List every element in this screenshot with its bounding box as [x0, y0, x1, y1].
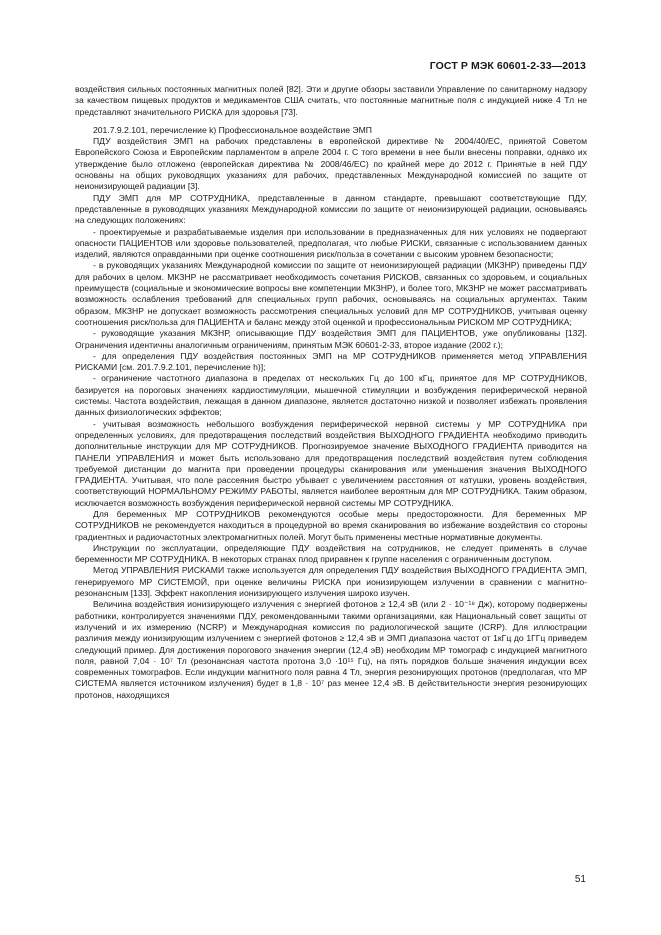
paragraph: Метод УПРАВЛЕНИЯ РИСКАМИ также используется для определения ПДУ воздействия ВЫХОДНОГО ГРАДИЕНТА ЭМП, генерируемого МР СИСТЕМОЙ, при оценке величины РИСКА при ионизирующем излучении в сравнении с магнитно-резонансным [133]. Эффект накопления ионизирующего излучения широко изучен.	[75, 565, 587, 599]
paragraph: Для беременных МР СОТРУДНИКОВ рекомендуются особые меры предосторожности. Для беременных МР СОТРУДНИКОВ не рекомендуется находиться в процедурной во время сканирования во избежание воздействия со стороны градиентных и радиочастотных электромагнитных полей. Могут быть применены местные нормативные документы.	[75, 508, 587, 542]
list-item: - проектируемые и разрабатываемые изделия при использовании в предназначенных для них условиях не подвергают опасности ПАЦИЕНТОВ или здоровье пользователей, предполагая, что любые РИСКИ, связанные с использованием данных изделий, являются оправданными при оценке соотношения риск/польза в сочетании с высоким уровнем безопасности;	[75, 226, 587, 260]
page-number: 51	[574, 874, 586, 885]
paragraph: Величина воздействия ионизирующего излучения с энергией фотонов ≥ 12,4 эВ (или 2 · 10⁻¹⁸ Дж), которому подвержены работники, контролируется значениями ПДУ, рекомендованными такими организациями, как Национальный совет защиты от излучений и их измерению (NCRP) и Международная комиссия по радиологической защите (ICRP). Для иллюстрации различия между ионизирующим излучением с энергией фотонов ≥ 12,4 эВ и ЭМП диапазона частот от 1кГц до 1ГГц приведем следующий пример. Для достижения порогового значения энергии (12,4 эВ) необходим МР томограф с индукцией магнитного поля, равной 7,04 · 10⁷ Тл (резонансная частота протона 3,0 ·10¹⁵ Гц), на пять порядков больше значения индукции всех современных томографов. Если индукции магнитного поля равна 4 Тл, энергия резонирующих протонов (предполагая, что МР СИСТЕМА является источником излучения) будет в 1,8 · 10⁷ раз менее 12,4 эВ. В действительности энергия резонирующих протонов, находящихся	[75, 599, 587, 700]
paragraph-continuation: воздействия сильных постоянных магнитных полей [82]. Эти и другие обзоры заставили Управление по санитарному надзору за качеством пищевых продуктов и медикаментов США считать, что постоянные магнитные поля с индукцией ниже 4 Тл не представляют значительного РИСКА для здоровья [73].	[75, 84, 587, 117]
paragraph: Инструкции по эксплуатации, определяющие ПДУ воздействия на сотрудников, не следует применять в случае беременности МР СОТРУДНИКА. В некоторых странах плод приравнен к группе населения с ограниченным доступом.	[75, 542, 587, 565]
section-heading: 201.7.9.2.101, перечисление k) Профессиональное воздействие ЭМП	[93, 124, 372, 135]
paragraph: ПДУ воздействия ЭМП на рабочих представлены в европейской директиве № 2004/40/ЕС, принятой Советом Европейского Союза и Европейским парламентом в апреле 2004 г. С того времени в нее были внесены поправки, однако их утверждение было отложено (европейская директива № 2008/46/ЕС) по крайней мере до 2012 г. Принятые в ней ПДУ основаны на общих руководящих указаниях для рабочих, представленных Международной комиссией по защите от неионизирующей радиации [3].	[75, 136, 587, 192]
list-item: - руководящие указания МКЗНР, описывающие ПДУ воздействия ЭМП для ПАЦИЕНТОВ, уже опубликованы [132]. Ограничения идентичны аналогичным ограничениям, принятым МЭК 60601-2-33, второе издание (2002 г.);	[75, 328, 587, 350]
list-item: - ограничение частотного диапазона в пределах от нескольких Гц до 100 кГц, принятое для МР СОТРУДНИКОВ, базируется на пороговых значениях кардиостимуляции, мышечной стимуляции и возбуждения периферической нервной системы. Частота воздействия, лежащая в данном диапазоне, является достаточно низкой и позволяет избежать проявления данных физиологических эффектов;	[75, 373, 587, 418]
document-header: ГОСТ Р МЭК 60601-2-33—2013	[429, 60, 586, 72]
list-item: - в руководящих указаниях Международной комиссии по защите от неионизирующей радиации (МКЗНР) приведены ПДУ для рабочих в целом. МКЗНР не рассматривает необходимость сочетания РИСКОВ, связанных со здоровьем, и социальных преимуществ (социальные и экономические вопросы вне компетенции МКЗНР), и более того, МКЗНР не может рассматривать возможность ослабления требований для специальных групп рабочих, основываясь на социальных аргументах. Таким образом, МКЗНР не допускает возможность рассмотрения специальных условий для МР СОТРУДНИКОВ, учитывая оценку соотношения риск/польза для ПАЦИЕНТА и баланс между этой оценкой и профессиональным РИСКОМ МР СОТРУДНИКА;	[75, 260, 587, 327]
paragraph: ПДУ ЭМП для МР СОТРУДНИКА, представленные в данном стандарте, превышают соответствующие ПДУ, представленные в руководящих указаниях Международной комиссии по защите от неионизирующей радиации, основываясь на следующих положениях:	[75, 192, 587, 226]
page-body	[75, 84, 587, 701]
list-item: - для определения ПДУ воздействия постоянных ЭМП на МР СОТРУДНИКОВ применяется метод УПРАВЛЕНИЯ РИСКАМИ [см. 201.7.9.2.101, перечисление h)];	[75, 350, 587, 373]
list-item: - учитывая возможность небольшого возбуждения периферической нервной системы у МР СОТРУДНИКА при определенных условиях, для предотвращения последствий воздействия ВЫХОДНОГО ГРАДИЕНТА необходимо приводить дополнительные инструкции для МР СОТРУДНИКОВ. Прогнозируемое значение ВЫХОДНОГО ГРАДИЕНТА приводится на ПАНЕЛИ УПРАВЛЕНИЯ и может быть использовано для предотвращения последствий воздействия путем соблюдения требуемой дистанции до магнита при проведении процедуры сканирования или уменьшения значения ВЫХОДНОГО ГРАДИЕНТА. Учитывая, что поле рассеяния быстро убывает с увеличением расстояния от катушки, уровень воздействия, соответствующий НОРМАЛЬНОМУ РЕЖИМУ РАБОТЫ, является наиболее вероятным для МР СОТРУДНИКА. Таким образом, исключается возможность возбуждения периферической нервной системы МР СОТРУДНИКА.	[75, 418, 587, 508]
